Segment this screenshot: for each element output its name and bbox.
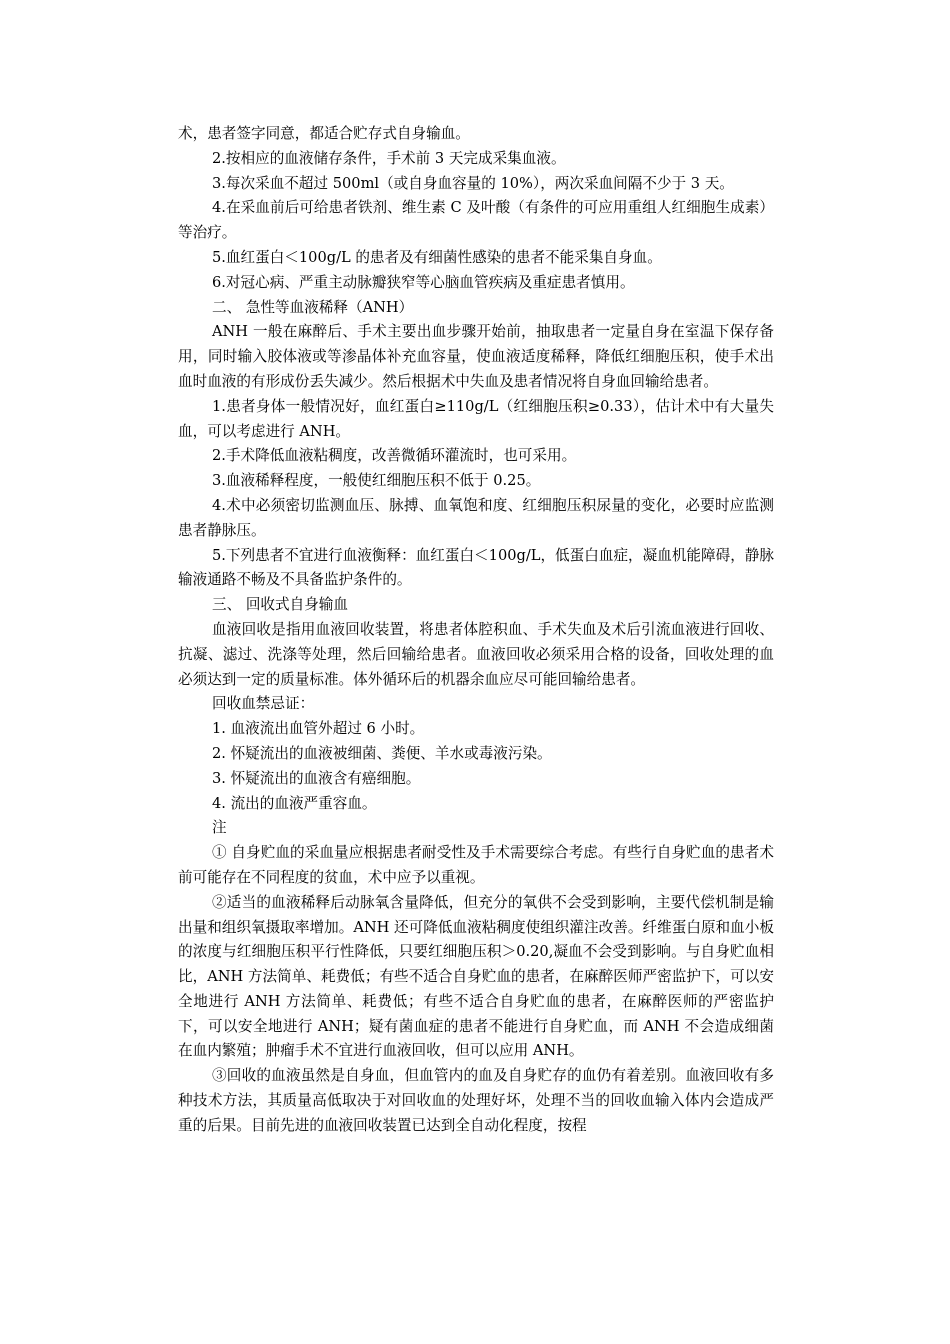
list-item: 5.血红蛋白＜100g/L 的患者及有细菌性感染的患者不能采集自身血。	[212, 248, 662, 266]
subheading: 回收血禁忌证：	[212, 695, 315, 713]
paragraph: 术，患者签字同意，都适合贮存式自身输血。	[178, 125, 470, 142]
section-heading: 三、 回收式自身输血	[212, 596, 348, 614]
list-item: 6.对冠心病、严重主动脉瓣狭窄等心脑血管疾病及重症患者慎用。	[212, 273, 635, 291]
note-paragraph: ① 自身贮血的采血量应根据患者耐受性及手术需要综合考虑。有些行自身贮血的患者术前可能存在不同程度的贫血，术中应予以重视。	[178, 844, 774, 886]
list-item: 5.下列患者不宜进行血液衡释：血红蛋白＜100g/L，低蛋白血症，凝血机能障碍，静脉输液通路不畅及不具备监护条件的。	[178, 546, 774, 589]
list-item: 2.按相应的血液储存条件，手术前 3 天完成采集血液。	[212, 149, 566, 167]
list-item: 1.患者身体一般情况好，血红蛋白≥110g/L（红细胞压积≥0.33），估计术中有大量失血，可以考虑进行 ANH。	[178, 397, 774, 440]
list-item: 3.血液稀释程度，一般使红细胞压积不低于 0.25。	[212, 472, 541, 490]
list-item: 1. 血液流出血管外超过 6 小时。	[212, 720, 425, 738]
note-label: 注	[212, 819, 227, 837]
note-paragraph: ②适当的血液稀释后动脉氧含量降低，但充分的氧供不会受到影响，主要代偿机制是输出量和组织氧摄取率增加。ANH 还可降低血液粘稠度使组织灌注改善。纤维蛋白原和血小板的浓度与红细胞压积平行性降低，只要红细胞压积＞0.20,凝血不会受到影响。与自身贮血相比，ANH 方法简单、耗费低；有些不适合自身贮血的患者，在麻醉医师严密监护下，可以安全地进行 ANH 方法简单、耗费低；有些不适合自身贮血的患者，在麻醉医师的严密监护下，可以安全地进行 ANH；疑有菌血症的患者不能进行自身贮血，而 ANH 不会造成细菌在血内繁殖；肿瘤手术不宜进行血液回收，但可以应用 ANH。	[178, 893, 774, 1060]
list-item: 4. 流出的血液严重容血。	[212, 794, 377, 812]
list-item: 3. 怀疑流出的血液含有癌细胞。	[212, 769, 421, 787]
section-heading: 二、 急性等血液稀释（ANH）	[212, 298, 414, 316]
note-paragraph: ③回收的血液虽然是自身血，但血管内的血及自身贮存的血仍有着差别。血液回收有多种技术方法，其质量高低取决于对回收血的处理好坏，处理不当的回收血输入体内会造成严重的后果。目前先进的血液回收装置已达到全自动化程度，按程	[178, 1067, 774, 1134]
document-body	[178, 122, 774, 1139]
list-item: 4.在采血前后可给患者铁剂、维生素 C 及叶酸（有条件的可应用重组人红细胞生成素）等治疗。	[178, 199, 774, 242]
list-item: 2. 怀疑流出的血液被细菌、粪便、羊水或毒液污染。	[212, 744, 552, 762]
paragraph: 血液回收是指用血液回收装置，将患者体腔积血、手术失血及术后引流血液进行回收、抗凝、滤过、洗涤等处理，然后回输给患者。血液回收必须采用合格的设备，回收处理的血必须达到一定的质量标准。体外循环后的机器余血应尽可能回输给患者。	[178, 620, 774, 688]
paragraph: ANH 一般在麻醉后、手术主要出血步骤开始前，抽取患者一定量自身在室温下保存备用，同时输入胶体液或等渗晶体补充血容量，使血液适度稀释，降低红细胞压积，使手术出血时血液的有形成份丢失减少。然后根据术中失血及患者情况将自身血回输给患者。	[178, 323, 774, 390]
list-item: 2.手术降低血液粘稠度，改善微循环灌流时，也可采用。	[212, 447, 577, 465]
list-item: 4.术中必须密切监测血压、脉搏、血氧饱和度、红细胞压积尿量的变化，必要时应监测患者静脉压。	[178, 496, 774, 539]
list-item: 3.每次采血不超过 500ml（或自身血容量的 10%），两次采血间隔不少于 3 天。	[212, 174, 734, 192]
